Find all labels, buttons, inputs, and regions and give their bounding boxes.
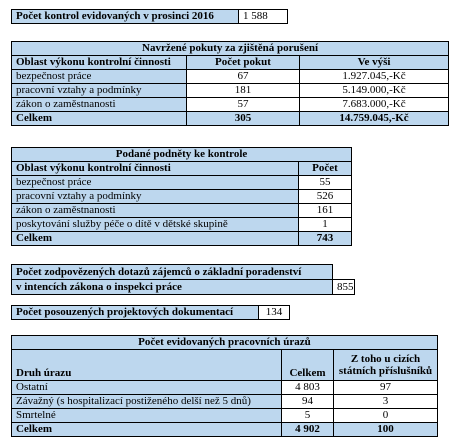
pokuty-header-oblast: Oblast výkonu kontrolní činnosti	[12, 56, 187, 70]
table-row	[12, 381, 438, 395]
row-foreign: 97	[334, 381, 438, 395]
total-foreign: 100	[334, 423, 438, 437]
row-count: 1	[299, 218, 352, 232]
total-row	[12, 112, 449, 126]
kontroly-value: 1 588	[239, 10, 288, 24]
row-count: 55	[299, 176, 352, 190]
dotazy-value: 855	[333, 280, 355, 295]
total-count: 305	[187, 112, 300, 126]
podnety-header-oblast: Oblast výkonu kontrolní činnosti	[12, 162, 299, 176]
urazy-header-celkem: Celkem	[282, 350, 334, 381]
row-label: Závažný (s hospitalizací postiženého delší než 5 dnů)	[12, 395, 282, 409]
total-count: 743	[299, 232, 352, 246]
row-label: pracovní vztahy a podmínky	[12, 190, 299, 204]
row-foreign: 3	[334, 395, 438, 409]
row-foreign: 0	[334, 409, 438, 423]
pokuty-header-vyse: Ve výši	[300, 56, 449, 70]
row-count: 67	[187, 70, 300, 84]
row-total: 94	[282, 395, 334, 409]
table-row	[12, 98, 449, 112]
pokuty-title: Navržené pokuty za zjištěná porušení	[12, 42, 449, 56]
dotazy-label-line1: Počet zodpovězených dotazů zájemců o základní poradenství	[12, 265, 333, 280]
podnety-title: Podané podněty ke kontrole	[12, 148, 352, 162]
table-row	[12, 409, 438, 423]
row-count: 57	[187, 98, 300, 112]
row-amount: 7.683.000,-Kč	[300, 98, 449, 112]
row-label: zákon o zaměstnanosti	[12, 204, 299, 218]
table-row	[12, 176, 352, 190]
total-label: Celkem	[12, 112, 187, 126]
row-label: Ostatní	[12, 381, 282, 395]
row-total: 5	[282, 409, 334, 423]
row-label: zákon o zaměstnanosti	[12, 98, 187, 112]
dokumentace-label: Počet posouzených projektových dokumentací	[12, 306, 259, 320]
total-label: Celkem	[12, 423, 282, 437]
total-amount: 14.759.045,-Kč	[300, 112, 449, 126]
kontroly-table	[11, 9, 288, 24]
row-label: Smrtelné	[12, 409, 282, 423]
total-label: Celkem	[12, 232, 299, 246]
row-count: 161	[299, 204, 352, 218]
dokumentace-value: 134	[259, 306, 290, 320]
urazy-table	[11, 335, 438, 437]
row-label: bezpečnost práce	[12, 176, 299, 190]
row-count: 526	[299, 190, 352, 204]
table-row	[12, 204, 352, 218]
table-row	[12, 395, 438, 409]
pokuty-header-pocet: Počet pokut	[187, 56, 300, 70]
row-label: poskytování služby péče o dítě v dětské skupině	[12, 218, 299, 232]
podnety-table	[11, 147, 352, 246]
total-row	[12, 232, 352, 246]
kontroly-label: Počet kontrol evidovaných v prosinci 2016	[12, 10, 239, 24]
row-count: 181	[187, 84, 300, 98]
dokumentace-table	[11, 305, 290, 320]
dotazy-spacer	[333, 265, 355, 280]
dotazy-label-line2: v intencích zákona o inspekci práce	[12, 280, 333, 295]
total-count: 4 902	[282, 423, 334, 437]
urazy-header-cizinci: Z toho u cizích státních příslušníků	[334, 350, 438, 381]
podnety-header-pocet: Počet	[299, 162, 352, 176]
table-row	[12, 84, 449, 98]
urazy-header-druh: Druh úrazu	[12, 350, 282, 381]
urazy-title: Počet evidovaných pracovních úrazů	[12, 336, 438, 350]
row-label: bezpečnost práce	[12, 70, 187, 84]
row-label: pracovní vztahy a podmínky	[12, 84, 187, 98]
table-row	[12, 218, 352, 232]
pokuty-table	[11, 41, 449, 126]
total-row	[12, 423, 438, 437]
row-amount: 1.927.045,-Kč	[300, 70, 449, 84]
table-row	[12, 190, 352, 204]
row-total: 4 803	[282, 381, 334, 395]
table-row	[12, 70, 449, 84]
dotazy-table	[11, 264, 355, 295]
row-amount: 5.149.000,-Kč	[300, 84, 449, 98]
